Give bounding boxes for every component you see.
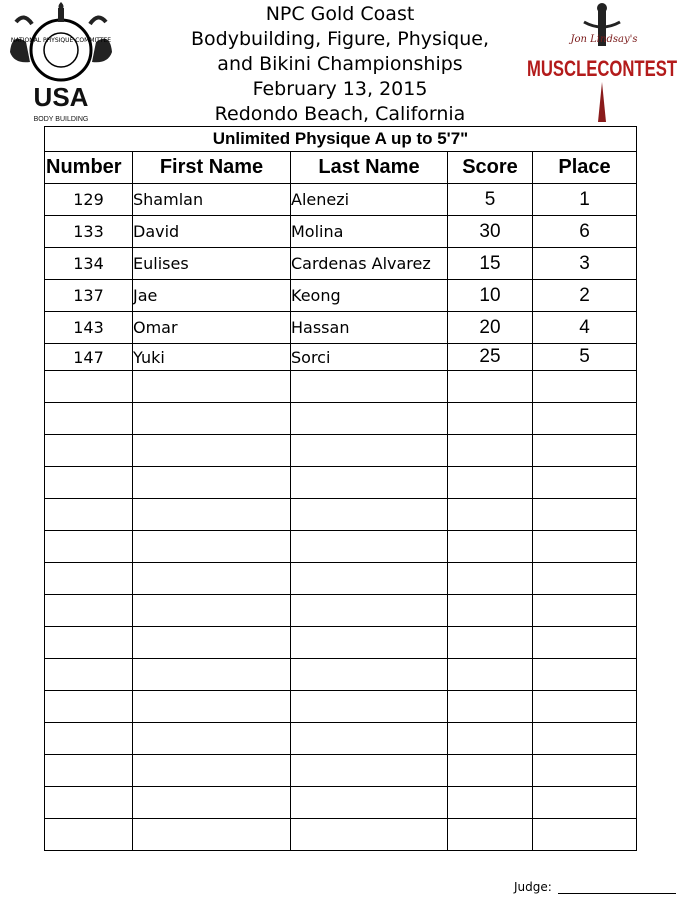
empty-table-row <box>45 371 637 403</box>
logo-usa-text: USA <box>33 82 89 112</box>
logo-script-text: Jon Lindsay's <box>570 34 638 45</box>
table-row <box>45 280 637 312</box>
cell-number: 129 <box>45 184 133 216</box>
header-line-5: Redondo Beach, California <box>214 103 466 125</box>
cell-place: 2 <box>533 280 637 312</box>
empty-cell <box>45 659 133 691</box>
empty-cell <box>533 723 637 755</box>
cell-score: 30 <box>448 216 533 248</box>
empty-cell <box>133 371 291 403</box>
empty-cell <box>448 787 533 819</box>
empty-cell <box>291 595 448 627</box>
empty-cell <box>448 819 533 851</box>
empty-cell <box>133 403 291 435</box>
empty-cell <box>448 659 533 691</box>
empty-cell <box>133 787 291 819</box>
cell-first-name: David <box>133 216 291 248</box>
empty-cell <box>533 691 637 723</box>
cell-last-name: Sorci <box>291 344 448 371</box>
empty-cell <box>448 499 533 531</box>
judge-signature <box>514 880 676 894</box>
event-header <box>150 2 530 127</box>
empty-cell <box>45 755 133 787</box>
logo-body-building-text: BODY BUILDING <box>33 116 89 123</box>
empty-cell <box>133 755 291 787</box>
empty-table-row <box>45 403 637 435</box>
empty-cell <box>133 435 291 467</box>
empty-cell <box>45 627 133 659</box>
table-row <box>45 216 637 248</box>
cell-score: 25 <box>448 344 533 371</box>
empty-cell <box>133 563 291 595</box>
empty-cell <box>291 403 448 435</box>
cell-number: 137 <box>45 280 133 312</box>
cell-place: 6 <box>533 216 637 248</box>
empty-cell <box>45 787 133 819</box>
empty-cell <box>133 691 291 723</box>
cell-first-name: Yuki <box>133 344 291 371</box>
empty-cell <box>448 531 533 563</box>
empty-cell <box>291 531 448 563</box>
empty-cell <box>291 787 448 819</box>
cell-number: 143 <box>45 312 133 344</box>
empty-cell <box>133 627 291 659</box>
cell-place: 3 <box>533 248 637 280</box>
cell-place: 1 <box>533 184 637 216</box>
empty-cell <box>45 531 133 563</box>
empty-cell <box>133 659 291 691</box>
empty-table-row <box>45 435 637 467</box>
cell-first-name: Eulises <box>133 248 291 280</box>
table-row <box>45 248 637 280</box>
empty-table-row <box>45 755 637 787</box>
cell-score: 20 <box>448 312 533 344</box>
empty-table-row <box>45 723 637 755</box>
empty-cell <box>291 627 448 659</box>
empty-cell <box>45 563 133 595</box>
empty-table-row <box>45 627 637 659</box>
empty-cell <box>45 499 133 531</box>
header-line-4: February 13, 2015 <box>252 78 428 100</box>
empty-cell <box>533 563 637 595</box>
empty-cell <box>533 787 637 819</box>
empty-cell <box>291 371 448 403</box>
empty-cell <box>291 563 448 595</box>
empty-table-row <box>45 787 637 819</box>
cell-score: 15 <box>448 248 533 280</box>
results-table <box>44 126 637 851</box>
empty-cell <box>133 819 291 851</box>
empty-cell <box>291 467 448 499</box>
empty-cell <box>133 723 291 755</box>
cell-place: 4 <box>533 312 637 344</box>
cell-first-name: Omar <box>133 312 291 344</box>
empty-cell <box>291 435 448 467</box>
cell-last-name: Hassan <box>291 312 448 344</box>
header-line-3: and Bikini Championships <box>217 53 463 75</box>
empty-cell <box>448 371 533 403</box>
empty-cell <box>45 403 133 435</box>
cell-score: 5 <box>448 184 533 216</box>
column-header-last-name: Last Name <box>291 152 448 184</box>
muscle-contest-logo <box>524 2 681 124</box>
empty-cell <box>291 691 448 723</box>
empty-cell <box>533 371 637 403</box>
empty-table-row <box>45 467 637 499</box>
empty-cell <box>291 659 448 691</box>
empty-cell <box>533 499 637 531</box>
empty-table-row <box>45 691 637 723</box>
table-title-row <box>45 127 637 152</box>
header-line-1: NPC Gold Coast <box>265 3 415 25</box>
column-header-score: Score <box>448 152 533 184</box>
empty-table-row <box>45 499 637 531</box>
cell-first-name: Shamlan <box>133 184 291 216</box>
empty-cell <box>533 659 637 691</box>
empty-cell <box>133 595 291 627</box>
judge-label: Judge: <box>514 880 552 894</box>
cell-number: 134 <box>45 248 133 280</box>
empty-table-row <box>45 819 637 851</box>
empty-cell <box>291 723 448 755</box>
cell-last-name: Molina <box>291 216 448 248</box>
cell-place: 5 <box>533 344 637 371</box>
empty-cell <box>448 467 533 499</box>
cell-first-name: Jae <box>133 280 291 312</box>
table-row <box>45 344 637 371</box>
cell-score: 10 <box>448 280 533 312</box>
cell-number: 147 <box>45 344 133 371</box>
empty-table-row <box>45 595 637 627</box>
empty-cell <box>45 467 133 499</box>
empty-cell <box>533 627 637 659</box>
empty-cell <box>291 819 448 851</box>
npc-usa-logo <box>2 2 120 124</box>
empty-cell <box>533 819 637 851</box>
logo-muscle-contest-text: MUSCLECONTEST <box>527 56 678 81</box>
empty-cell <box>45 723 133 755</box>
empty-cell <box>448 563 533 595</box>
empty-cell <box>533 595 637 627</box>
empty-cell <box>45 435 133 467</box>
empty-cell <box>291 499 448 531</box>
cell-number: 133 <box>45 216 133 248</box>
empty-table-row <box>45 659 637 691</box>
empty-cell <box>133 531 291 563</box>
empty-cell <box>448 627 533 659</box>
empty-table-row <box>45 531 637 563</box>
empty-cell <box>45 691 133 723</box>
table-header-row <box>45 152 637 184</box>
cell-last-name: Alenezi <box>291 184 448 216</box>
column-header-first-name: First Name <box>133 152 291 184</box>
column-header-number: Number <box>45 152 133 184</box>
empty-cell <box>45 595 133 627</box>
empty-cell <box>291 755 448 787</box>
empty-cell <box>448 755 533 787</box>
empty-cell <box>533 467 637 499</box>
empty-cell <box>533 403 637 435</box>
empty-cell <box>448 723 533 755</box>
empty-cell <box>133 499 291 531</box>
empty-cell <box>133 467 291 499</box>
empty-cell <box>533 531 637 563</box>
empty-cell <box>448 435 533 467</box>
table-row <box>45 184 637 216</box>
empty-cell <box>45 371 133 403</box>
judge-signature-line <box>558 881 676 894</box>
logo-ring-text: NATIONAL PHYSIQUE COMMITTEE <box>10 37 112 44</box>
empty-rows <box>45 371 637 851</box>
cell-last-name: Cardenas Alvarez <box>291 248 448 280</box>
empty-table-row <box>45 563 637 595</box>
header-line-2: Bodybuilding, Figure, Physique, <box>191 28 489 50</box>
empty-cell <box>533 435 637 467</box>
empty-cell <box>45 819 133 851</box>
class-title: Unlimited Physique A up to 5'7" <box>45 127 637 152</box>
empty-cell <box>448 403 533 435</box>
empty-cell <box>533 755 637 787</box>
table-row <box>45 312 637 344</box>
empty-cell <box>448 691 533 723</box>
empty-cell <box>448 595 533 627</box>
cell-last-name: Keong <box>291 280 448 312</box>
column-header-place: Place <box>533 152 637 184</box>
